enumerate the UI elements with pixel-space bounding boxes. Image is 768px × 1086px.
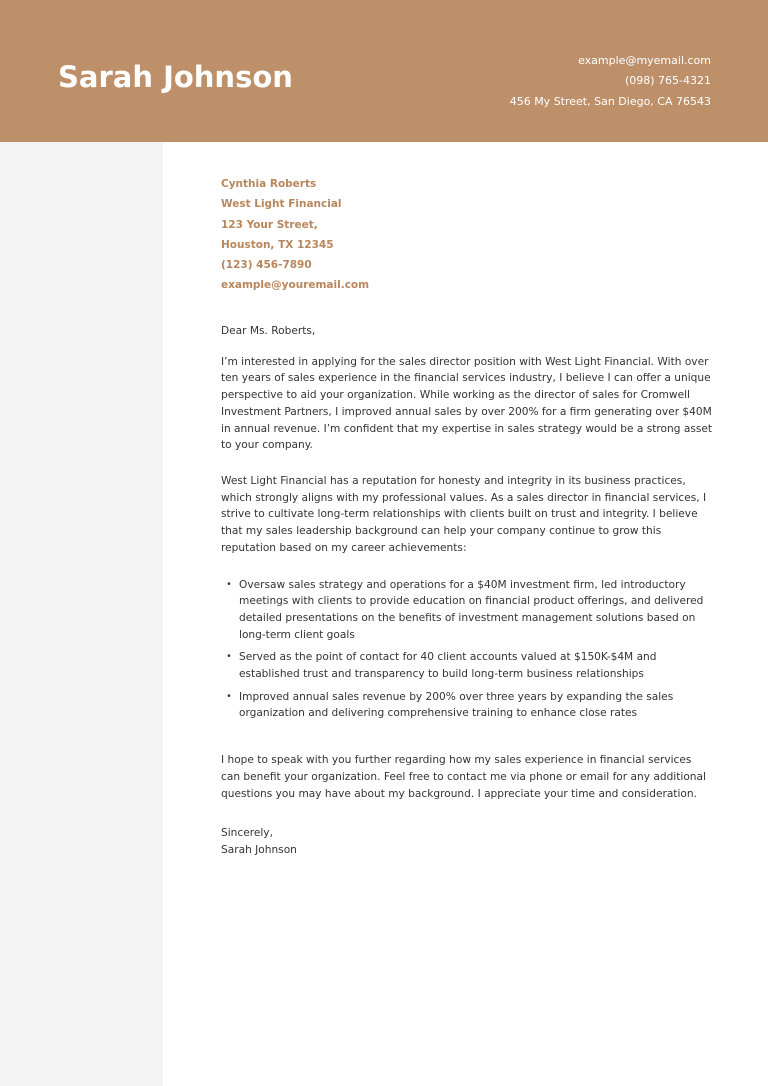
sender-phone: (098) 765-4321 bbox=[624, 74, 711, 88]
paragraph-intro: I’m interested in applying for the sales director position with West Light Financial. With over ten years of sales experience in the financial services industry, I believe I can offer a unique perspective to aid your organization. While working as the director of sales for Cromwell Investment Partners, I improved annual sales by over 200% for a firm generating over $40M in annual revenue. I’m confident that my expertise in sales strategy would be a strong asset to your company. bbox=[221, 355, 713, 452]
left-sidebar bbox=[0, 142, 163, 1086]
achievements-list bbox=[221, 577, 713, 723]
recipient-city: Houston, TX 12345 bbox=[221, 238, 334, 251]
list-item: • Oversaw sales strategy and operations for a $40M investment firm, led introductory meetings with clients to provide education on financial product offerings, and delivered detailed presentations on the benefits of investment management solutions based on long-term client goals bbox=[239, 577, 713, 644]
letter-body bbox=[221, 174, 713, 859]
header-banner bbox=[0, 0, 768, 142]
sender-address: 456 My Street, San Diego, CA 76543 bbox=[509, 94, 711, 108]
closing-word: Sincerely, bbox=[221, 827, 273, 840]
recipient-company: West Light Financial bbox=[221, 198, 342, 211]
recipient-email: example@youremail.com bbox=[221, 279, 370, 292]
sender-name: Sarah Johnson bbox=[58, 60, 293, 94]
recipient-phone: (123) 456-7890 bbox=[221, 259, 312, 272]
sender-email: example@myemail.com bbox=[578, 54, 711, 67]
sign-off bbox=[221, 825, 713, 859]
recipient-name: Cynthia Roberts bbox=[221, 178, 317, 190]
paragraph-closing: I hope to speak with you further regarding how my sales experience in financial services can benefit your organization. Feel free to contact me via phone or email for any additional questions you may have about my background. I appreciate your time and consideration. bbox=[221, 754, 706, 800]
list-item: • Served as the point of contact for 40 client accounts valued at $150K-$4M and established trust and transparency to build long-term business relationships bbox=[239, 649, 713, 682]
signature-name: Sarah Johnson bbox=[221, 844, 297, 857]
paragraph-values: West Light Financial has a reputation for honesty and integrity in its business practices, which strongly aligns with my professional values. As a sales director in financial services, I strive to cultivate long-term relationships with clients built on trust and integrity. I believe that my sales leadership background can help your company continue to grow this reputation based on my career achievements: bbox=[221, 475, 707, 554]
recipient-street: 123 Your Street, bbox=[221, 218, 318, 231]
recipient-block bbox=[221, 174, 713, 296]
salutation: Dear Ms. Roberts, bbox=[221, 324, 316, 337]
sender-contact bbox=[510, 51, 711, 112]
list-item: • Improved annual sales revenue by 200% over three years by expanding the sales organization and delivering comprehensive training to enhance close rates bbox=[239, 689, 713, 722]
